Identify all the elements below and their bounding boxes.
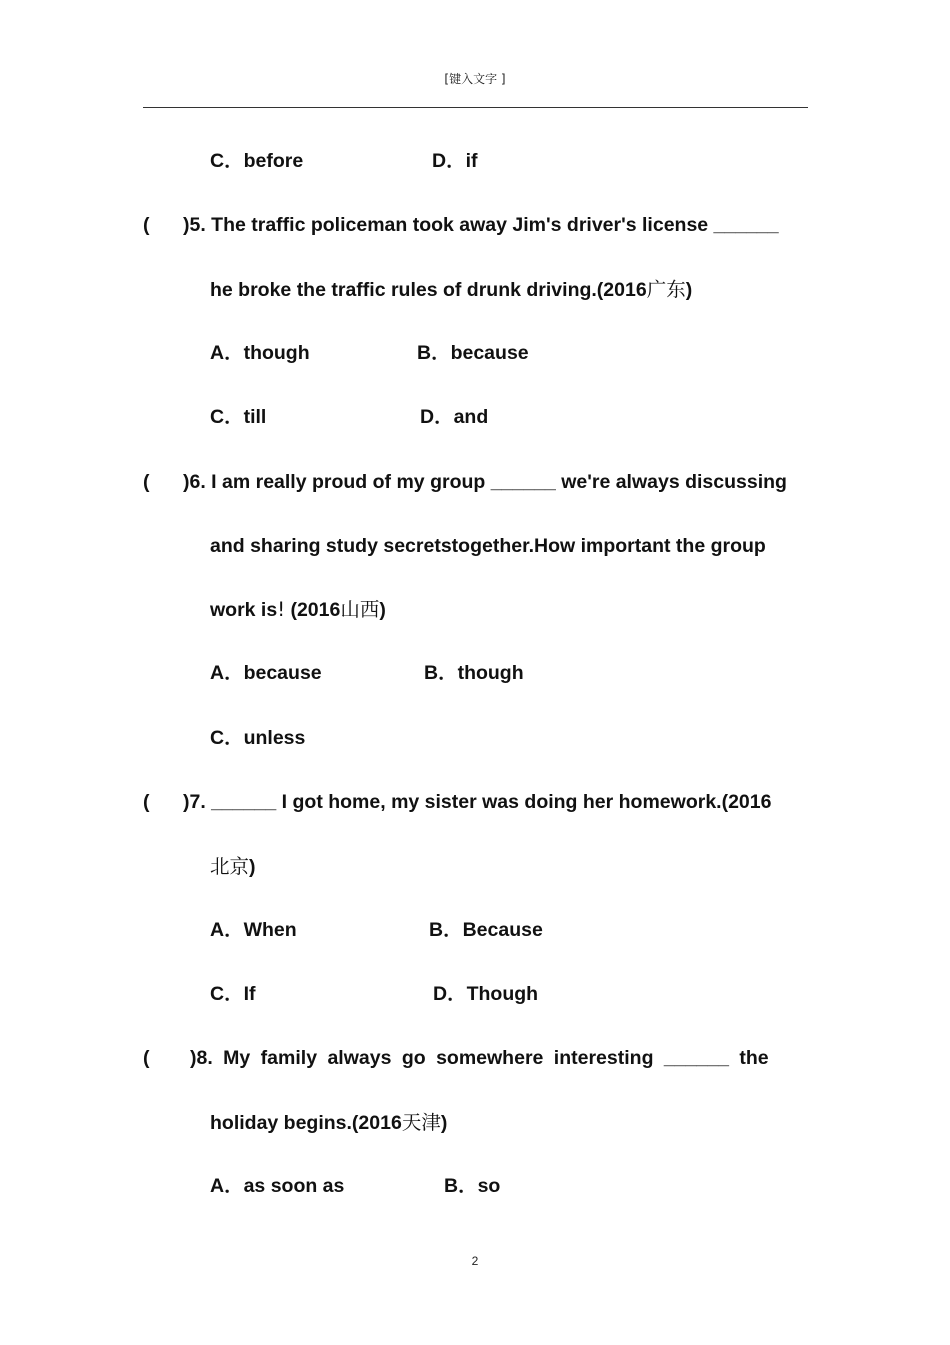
q7-option-a: A．When [210,919,297,941]
q6-option-c: C．unless [210,727,306,749]
q8-line-2 [210,1113,447,1134]
q5-option-b: B．because [417,342,529,364]
q6-option-b: B．though [424,662,524,684]
q7-option-d: D．Though [433,983,539,1005]
q5-answer-paren: ( [143,214,150,236]
q5-source: 广东 [646,278,686,301]
q7-line-2 [210,857,256,878]
header-rule [143,107,808,108]
q6-line-3-text: work is [210,599,278,621]
q6-line-3 [210,600,386,621]
q7-source: 北京 [210,855,250,878]
q5-line-2-text: he broke the traffic rules of drunk driving.(2016 [210,279,647,301]
q6-line-2: and sharing study secretstogether.How important the group [210,535,766,557]
q8-option-a: A．as soon as [210,1175,345,1197]
q8-line-2-text: holiday begins.(2016 [210,1112,402,1134]
q6-answer-paren: ( [143,471,150,493]
page-header: [键入文字 ] [444,72,506,86]
q6-option-a: A．because [210,662,322,684]
q4-option-c: C．before [210,150,304,172]
q7-answer-paren: ( [143,791,150,813]
q6-source: 山西 [340,598,380,621]
q5-option-c: C．till [210,406,267,428]
q7-option-b: B．Because [429,919,543,941]
page-number: 2 [471,1254,479,1268]
q7-option-c: C．If [210,983,256,1005]
q6-exclaim: ! [277,598,286,621]
q8-line-1: )8. My family always go somewhere interesting ______ the [190,1047,769,1069]
q5-line-2 [210,280,692,301]
q6-line-1: )6. I am really proud of my group ______ we're always discussing [183,471,787,493]
q5-option-d: D．and [420,406,489,428]
q6-line-3-end: ) [379,599,386,621]
q5-option-a: A．though [210,342,310,364]
q8-answer-paren: ( [143,1047,150,1069]
q8-line-2-end: ) [440,1112,448,1134]
q5-line-1: )5. The traffic policeman took away Jim's driver's license ______ [183,214,779,236]
q8-option-b: B．so [444,1175,501,1197]
q7-line-2-end: ) [249,856,256,878]
q7-line-1: )7. ______ I got home, my sister was doing her homework.(2016 [183,791,772,813]
q8-source: 天津 [401,1111,441,1134]
q5-line-2-end: ) [685,279,693,301]
q6-year: (2016 [290,599,341,621]
q4-option-d: D．if [432,150,478,172]
